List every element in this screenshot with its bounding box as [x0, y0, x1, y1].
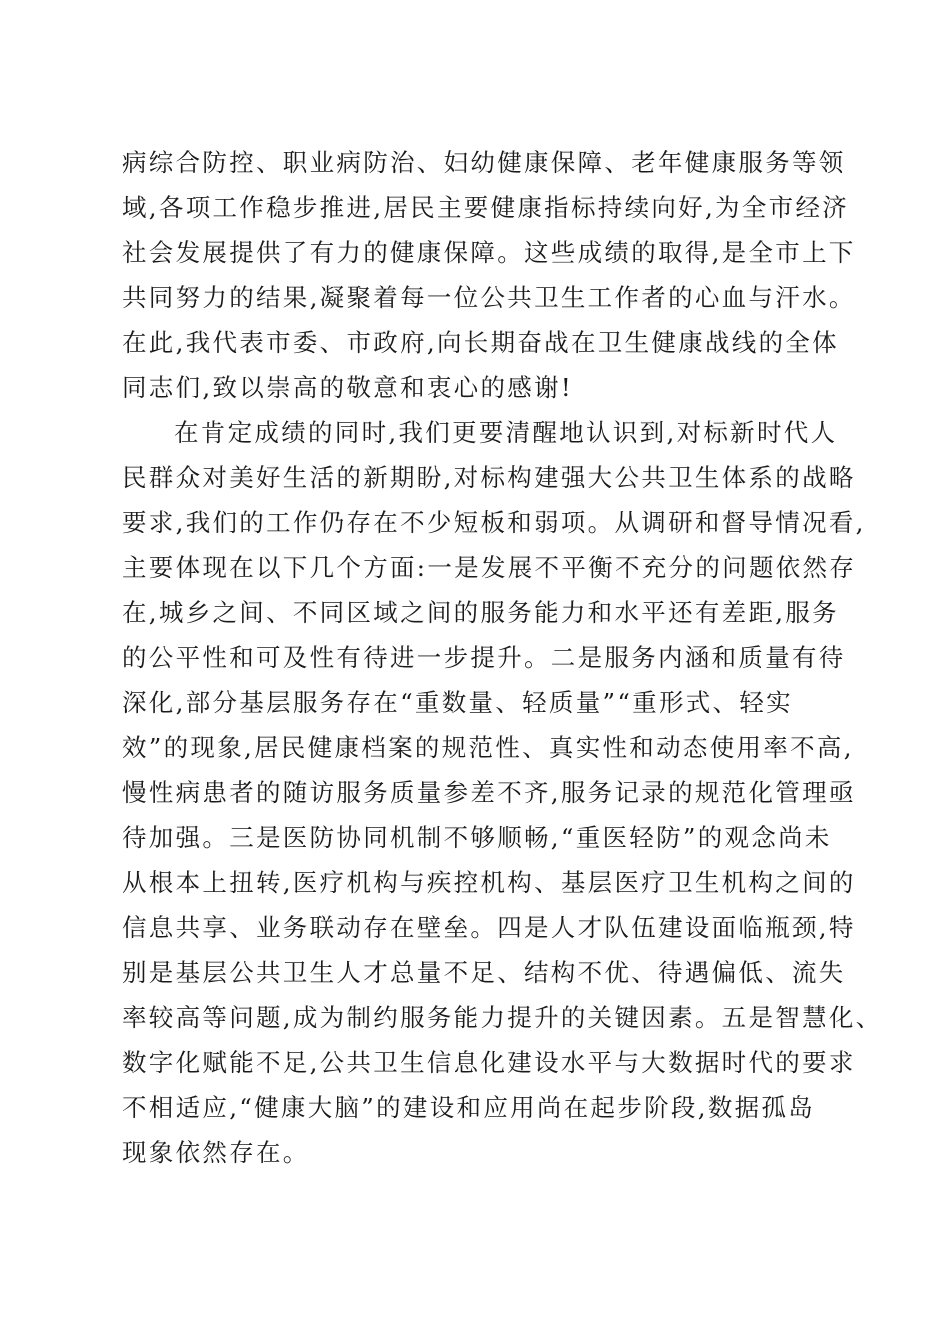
text-line: 数字化赋能不足,公共卫生信息化建设水平与大数据时代的要求: [122, 1048, 856, 1077]
text-line: 慢性病患者的随访服务质量参差不齐,服务记录的规范化管理亟: [122, 778, 856, 807]
text-line: 深化,部分基层服务存在“重数量、轻质量”“重形式、轻实: [122, 688, 793, 717]
text-line: 社会发展提供了有力的健康保障。这些成绩的取得,是全市上下: [122, 238, 856, 267]
text-line: 同志们,致以崇高的敬意和衷心的感谢!: [122, 373, 574, 402]
text-line: 待加强。三是医防协同机制不够顺畅,“重医轻防”的观念尚未: [122, 823, 832, 852]
text-line: 不相适应,“健康大脑”的建设和应用尚在起步阶段,数据孤岛: [122, 1093, 816, 1122]
paragraph-start-line: 在肯定成绩的同时,我们更要清醒地认识到,对标新时代人: [174, 418, 838, 447]
text-line: 民群众对美好生活的新期盼,对标构建强大公共卫生体系的战略: [122, 463, 856, 492]
text-line: 在,城乡之间、不同区域之间的服务能力和水平还有差距,服务: [122, 598, 839, 627]
body-text: [122, 140, 883, 1175]
text-line: 要求,我们的工作仍存在不少短板和弱项。从调研和督导情况看,: [122, 508, 866, 537]
text-line: 主要体现在以下几个方面:一是发展不平衡不充分的问题依然存: [122, 553, 857, 582]
text-line: 效”的现象,居民健康档案的规范性、真实性和动态使用率不高,: [122, 733, 854, 762]
text-line: 的公平性和可及性有待进一步提升。二是服务内涵和质量有待: [122, 643, 846, 672]
text-line: 信息共享、业务联动存在壁垒。四是人才队伍建设面临瓶颈,特: [122, 913, 856, 942]
text-line: 在此,我代表市委、市政府,向长期奋战在卫生健康战线的全体: [122, 328, 839, 357]
text-line: 域,各项工作稳步推进,居民主要健康指标持续向好,为全市经济: [122, 193, 850, 222]
text-line: 从根本上扭转,医疗机构与疾控机构、基层医疗卫生机构之间的: [122, 868, 856, 897]
text-line: 率较高等问题,成为制约服务能力提升的关键因素。五是智慧化、: [122, 1003, 883, 1032]
text-line: 现象依然存在。: [122, 1138, 310, 1167]
text-line: 病综合防控、职业病防治、妇幼健康保障、老年健康服务等领: [122, 148, 846, 177]
text-line: 共同努力的结果,凝聚着每一位公共卫生工作者的心血与汗水。: [122, 283, 856, 312]
text-line: 别是基层公共卫生人才总量不足、结构不优、待遇偏低、流失: [122, 958, 846, 987]
